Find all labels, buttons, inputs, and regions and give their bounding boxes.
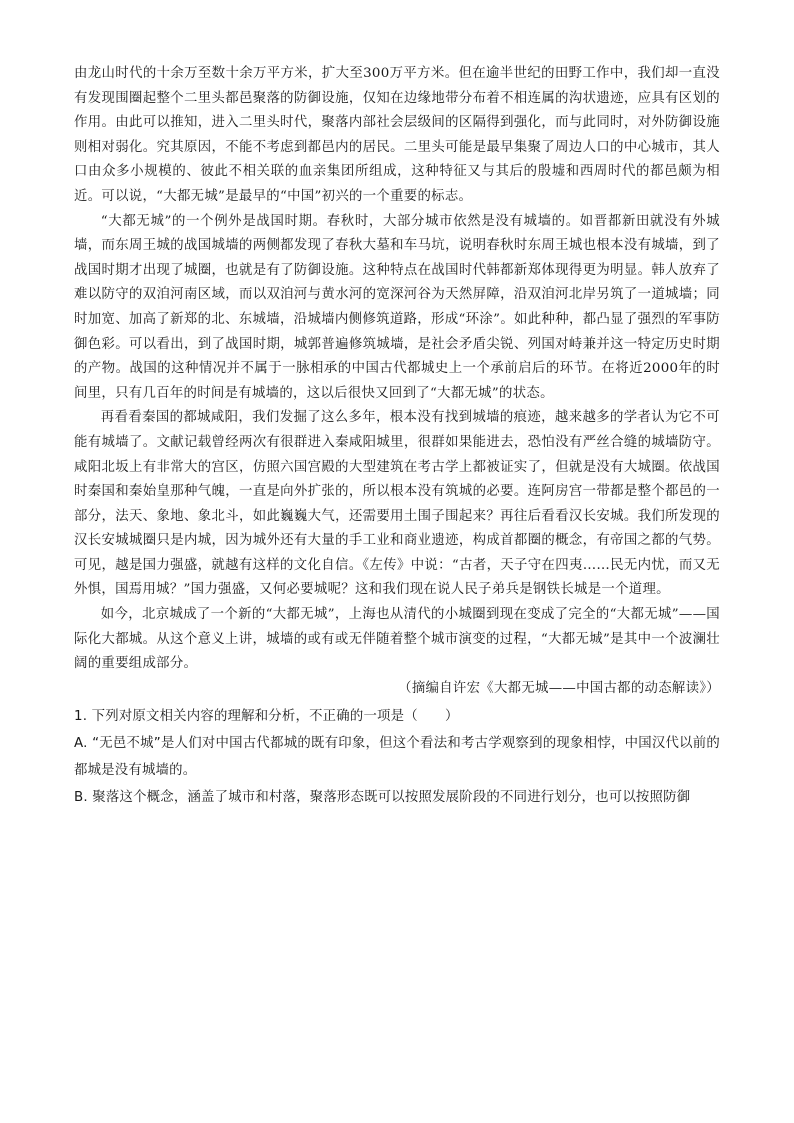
article-source: （摘编自许宏《大都无城——中国古都的动态解读》） [398, 680, 720, 696]
article-paragraph-2: “大都无城”的一个例外是战国时期。春秋时，大部分城市依然是没有城墙的。如晋都新田就没有外城墙，而东周王城的战国城墙的两侧都发现了春秋大墓和车马坑，说明春秋时东周王城也根本没有城墙，到了战国时期才出现了城圈，也就是有了防御设施。这种特点在战国时代韩都新郑体现得更为明显。韩人放弃了难以防守的双洎河南区域，而以双洎河与黄水河的宽深河谷为天然屏障，沿双洎河北岸另筑了一道城墙；同时加宽、加高了新郑的北、东城墙，沿城墙内侧修筑道路，形成“环涂”。如此种种，都凸显了强烈的军事防御色彩。可以看出，到了战国时期，城郭普遍修筑城墙，是社会矛盾尖锐、列国对峙兼并这一特定历史时期的产物。战国的这种情况并不属于一脉相承的中国古代都城史上一个承前启后的环节。在将近2000年的时间里，只有几百年的时间是有城墙的，这以后很快又回到了“大都无城”的状态。 [74, 213, 720, 401]
article-paragraph-1: 由龙山时代的十余万至数十余万平方米，扩大至300万平方米。但在逾半世纪的田野工作中，我们却一直没有发现围圈起整个二里头都邑聚落的防御设施，仅知在边缘地带分布着不相连属的沟状遗迹，应具有区划的作用。由此可以推知，进入二里头时代，聚落内部社会层级间的区隔得到强化，而与此同时，对外防御设施则相对弱化。究其原因，不能不考虑到都邑内的居民。二里头可能是最早集聚了周边人口的中心城市，其人口由众多小规模的、彼此不相关联的血亲集团所组成，这种特征又与其后的殷墟和西周时代的都邑颇为相近。可以说，“大都无城”是最早的“中国”初兴的一个重要的标志。 [74, 66, 720, 204]
question-option-b: B. 聚落这个概念，涵盖了城市和村落，聚落形态既可以按照发展阶段的不同进行划分，也可以按照防御 [74, 790, 691, 806]
article-paragraph-4: 如今，北京城成了一个新的“大都无城”，上海也从清代的小城圈到现在变成了完全的“大都无城”——国际化大都城。从这个意义上讲，城墙的或有或无伴随着整个城市演变的过程，“大都无城”是其中一个波澜壮阔的重要组成部分。 [74, 607, 720, 672]
article-paragraph-3: 再看看秦国的都城咸阳，我们发掘了这么多年，根本没有找到城墙的痕迹，越来越多的学者认为它不可能有城墙了。文献记载曾经两次有很群进入秦咸阳城里，很群如果能进去，恐怕没有严丝合缝的城墙防守。咸阳北坂上有非常大的宫区，仿照六国宫殿的大型建筑在考古学上都被证实了，但就是没有大城圈。依战国时秦国和秦始皇那种气魄，一直是向外扩张的，所以根本没有筑城的必要。连阿房宫一带都是整个都邑的一部分，法天、象地、象北斗，如此巍巍大气，还需要用土围子围起来？再往后看看汉长安城。我们所发现的汉长安城城圈只是内城，因为城外还有大量的手工业和商业遗迹，构成首都圈的概念，有帝国之都的气势。可见，越是国力强盛，就越有这样的文化自信。《左传》中说：“古者，天子守在四夷……民无内忧，而又无外惧，国焉用城？”国力强盛，又何必要城呢？这和我们现在说人民子弟兵是钢铁长城是一个道理。 [74, 410, 720, 598]
question-stem: 1. 下列对原文相关内容的理解和分析，不正确的一项是（ ） [74, 709, 459, 725]
question-option-a: A. “无邑不城”是人们对中国古代都城的既有印象，但这个看法和考古学观察到的现象相悖，中国汉代以前的都城是没有城墙的。 [74, 736, 720, 779]
document-page [74, 62, 720, 811]
